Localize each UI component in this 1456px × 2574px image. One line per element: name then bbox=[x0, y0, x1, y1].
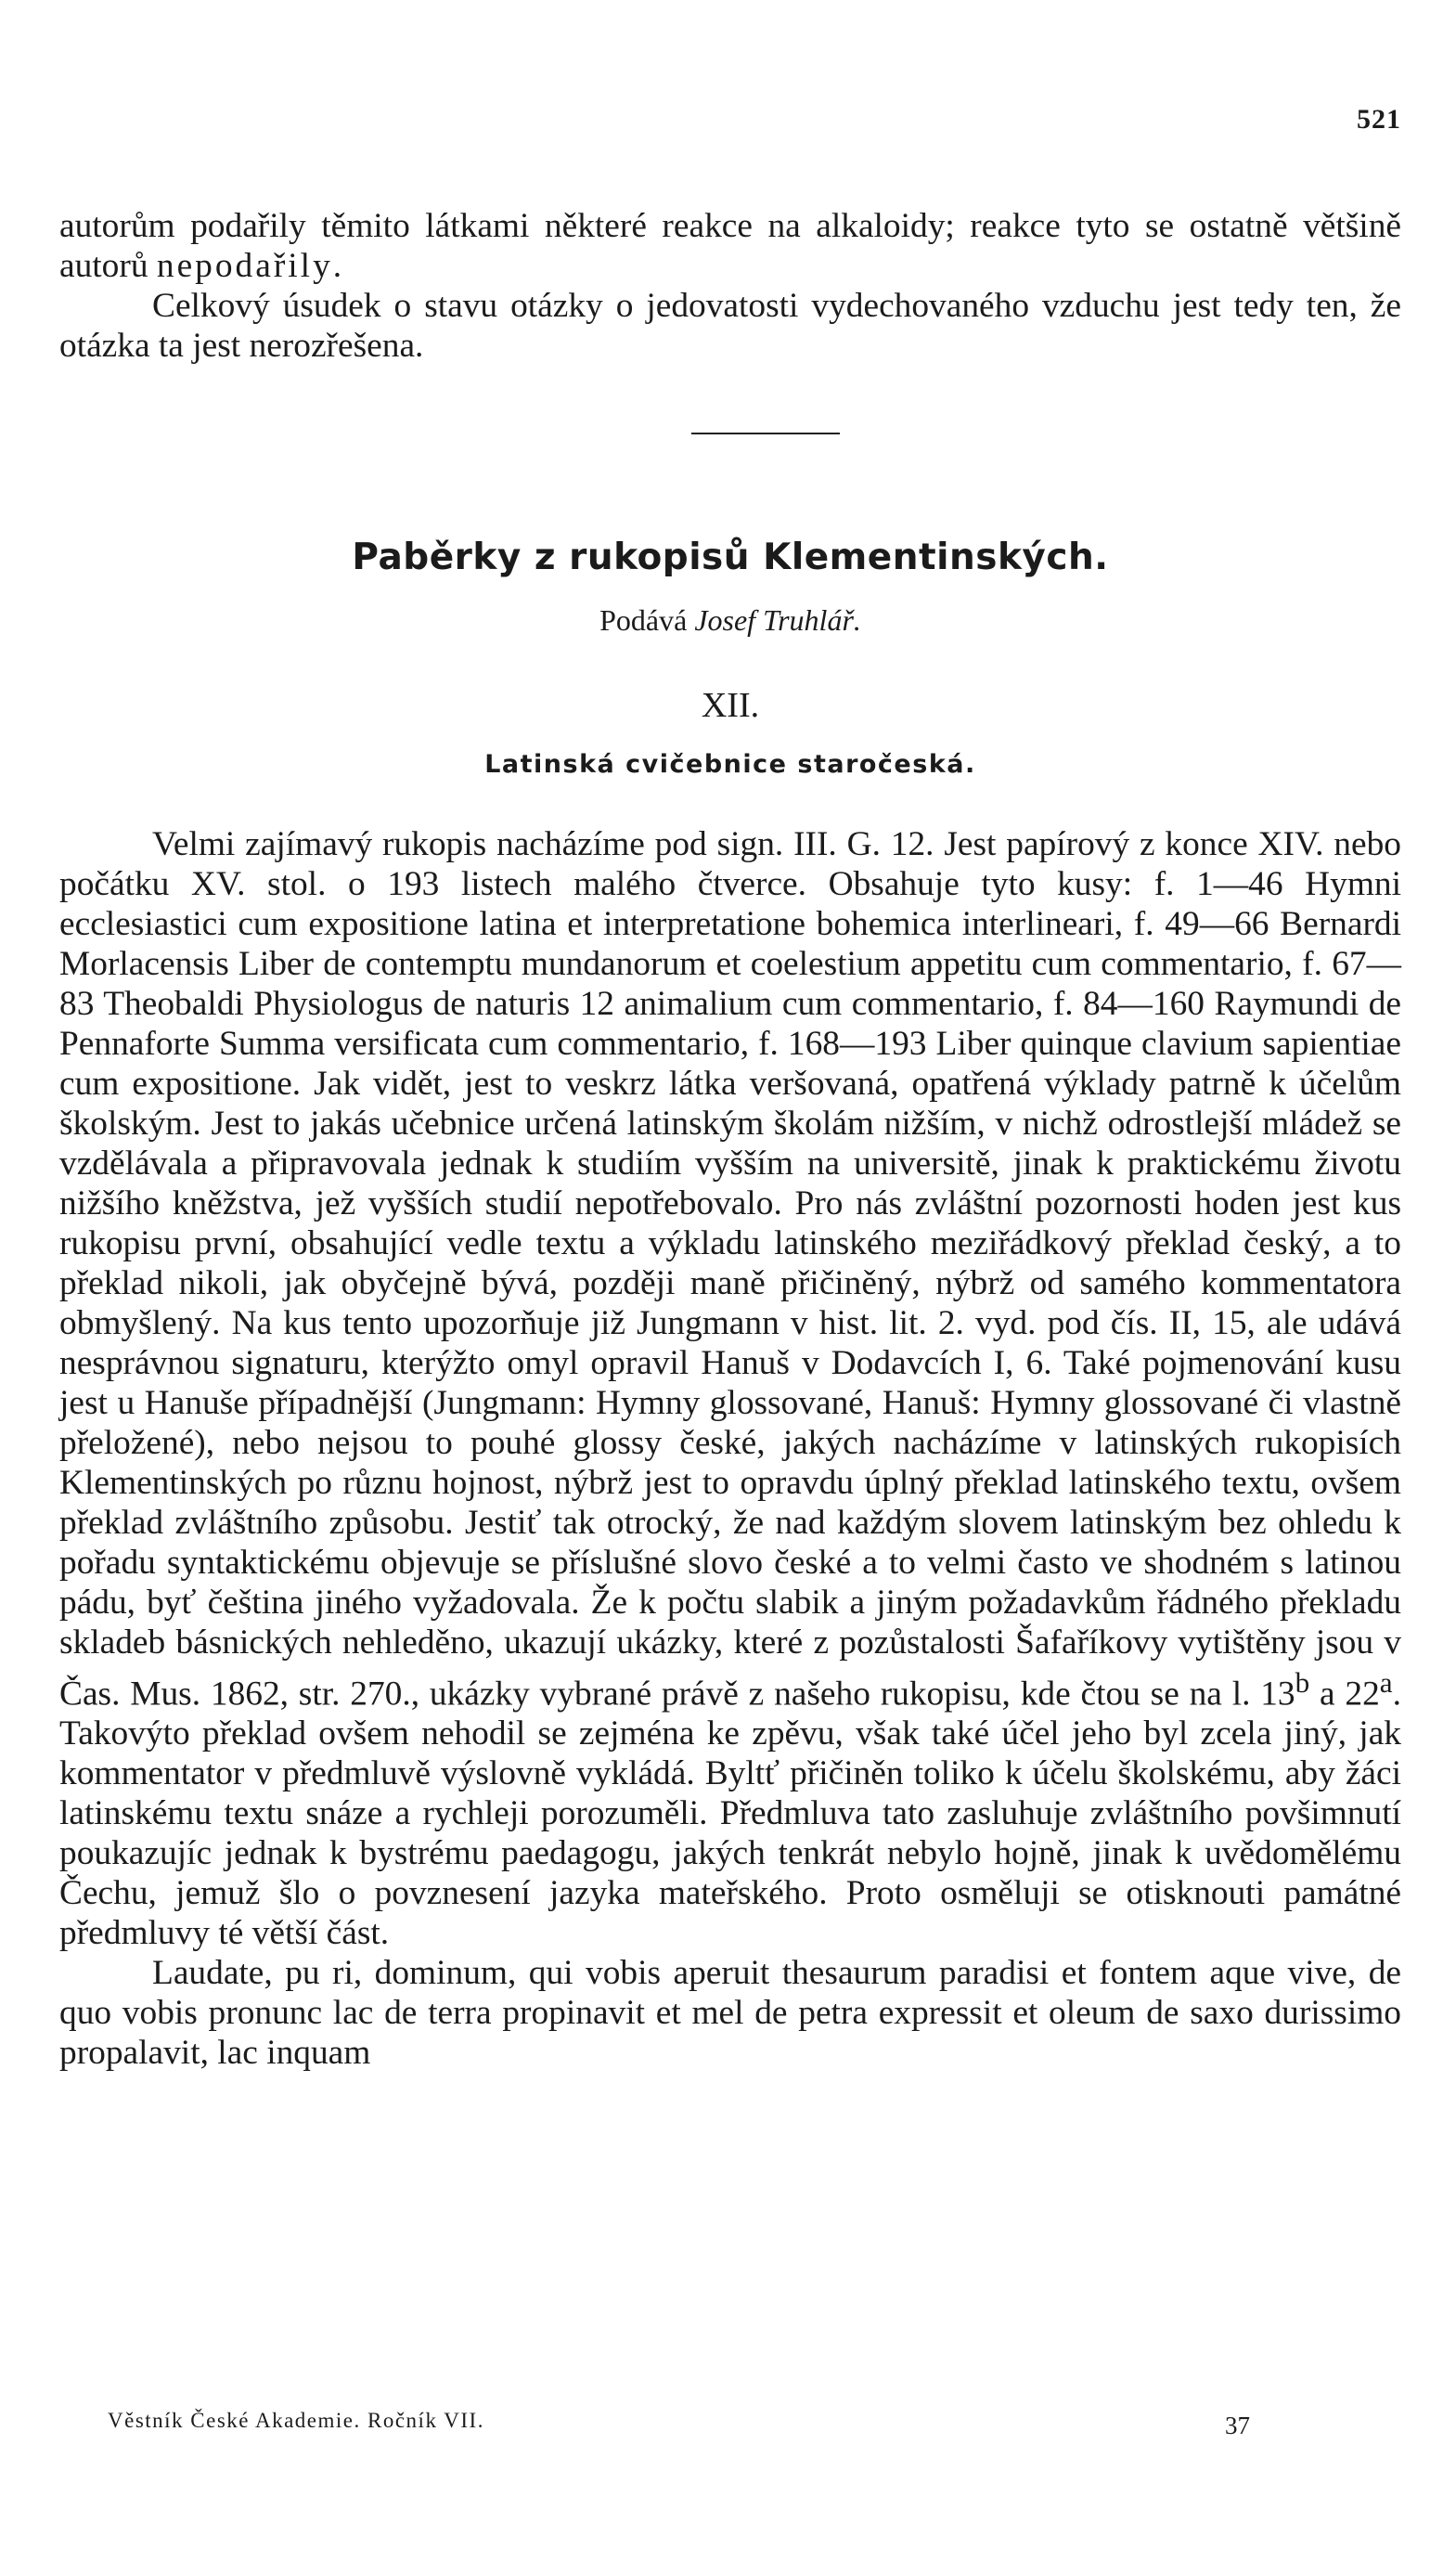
body-paragraph-1-end: . Takovýto překlad ovšem nehodil se zejména ke zpěvu, však také účel jeho byl zcela jiný, jak kommentator v předmluvě výslovně vykládá. Byltť přičiněn toliko k účelu školskému, aby žáci latinskému textu snáze a rychleji porozuměli. Předmluva tato zasluhuje zvláštního povšimnutí poukazujíc jednak k bystrému paedagogu, jakých tenkrát nebylo hojně, jinak k uvědomělému Čechu, jemuž šlo o povznesení jazyka mateřského. Proto osměluji se otisknouti památné předmluvy té větší část. bbox=[59, 1675, 1401, 1953]
section-divider bbox=[691, 433, 840, 434]
author-name: Josef Truhlář. bbox=[694, 603, 861, 637]
document-page bbox=[59, 0, 1401, 2574]
superscript-b: b bbox=[1295, 1666, 1310, 1699]
article-body bbox=[59, 824, 1401, 2073]
body-paragraph-2: Laudate, pu ri, dominum, qui vobis aperuit thesaurum paradisi et fontem aque vive, de quo vobis pronunc lac de terra propinavit et mel de petra expressit et oleum de saxo durissimo propalavit, lac inquam bbox=[59, 1954, 1401, 2073]
section-number: XII. bbox=[701, 686, 760, 725]
byline-prefix: Podává bbox=[599, 603, 688, 637]
intro-paragraph-1-end: . bbox=[332, 247, 342, 285]
intro-paragraph-1 bbox=[59, 206, 1401, 286]
page-number: 521 bbox=[1357, 104, 1401, 135]
article-byline bbox=[59, 603, 1401, 638]
intro-paragraph-2: Celkový úsudek o stavu otázky o jedovatosti vydechovaného vzduchu jest tedy ten, že otázka ta jest nerozřešena. bbox=[59, 287, 1401, 365]
superscript-a: a bbox=[1379, 1666, 1393, 1699]
body-paragraph-1-text: Velmi zajímavý rukopis nacházíme pod sign. III. G. 12. Jest papírový z konce XIV. nebo počátku XV. stol. o 193 listech malého čtverce. Obsahuje tyto kusy: f. 1—46 Hymni ecclesiastici cum expositione latina et interpretatione bohemica interlineari, f. 49—66 Bernardi Morlacensis Liber de contemptu mundanorum et coelestium appetitu cum commentario, f. 67—83 Theobaldi Physiologus de naturis 12 animalium cum commentario, f. 84—160 Raymundi de Pennaforte Summa versificata cum commentario, f. 168—193 Liber quinque clavium sapientiae cum expositione. Jak vidět, jest to veskrz látka veršovaná, opatřená výklady patrně k účelům školským. Jest to jakás učebnice určená latinským školám nižším, v nichž odrostlejší mládež se vzdělávala a připravovala jednak k studiím vyšším na universitě, jinak k praktickému životu nižšího kněžstva, jež vyšších studií nepotřebovalo. Pro nás zvláštní pozornosti hoden jest kus rukopisu první, obsahující vedle textu a výkladu latinského meziřádkový překlad český, a to překlad nikoli, jak obyčejně bývá, později maně přičiněný, nýbrž od samého kommentatora obmyšlený. Na kus tento upozorňuje již Jungmann v hist. lit. 2. vyd. pod čís. II, 15, ale udává nesprávnou signaturu, kterýžto omyl opravil Hanuš v Dodavcích I, 6. Také pojmenování kusu jest u Hanuše případnější (Jungmann: Hymny glossované, Hanuš: Hymny glossované či vlastně přeložené), nebo nejsou to pouhé glossy české, jakých nacházíme v latinských rukopisích Klementinských po různu hojnost, nýbrž jest to opravdu úplný překlad latinského textu, ovšem překlad zvláštního způsobu. Jestiť tak otrocký, že nad každým slovem latinským bez ohledu k pořadu syntaktickému objevuje se příslušné slovo české a to velmi často ve shodném s latinou pádu, byť čeština jiného vyžadovala. Že k počtu slabik a jiným požadavkům řádného překladu skladeb básnických nehleděno, ukazují ukázky, které z pozůstalosti Šafaříkovy vytištěny jsou v Čas. Mus. 1862, str. 270., ukázky vybrané právě z našeho rukopisu, kde čtou se na l. bbox=[59, 825, 1401, 1714]
journal-footer: Věstník České Akademie. Ročník VII. bbox=[108, 2409, 484, 2432]
signature-mark: 37 bbox=[1225, 2412, 1250, 2439]
body-paragraph-1 bbox=[59, 824, 1401, 1953]
body-paragraph-1-mid: a 22 bbox=[1309, 1675, 1380, 1714]
section-title: Latinská cvičebnice staročeská. bbox=[484, 750, 976, 779]
page-ref-13: 13 bbox=[1260, 1675, 1295, 1714]
article-title: Paběrky z rukopisů Klementinských. bbox=[352, 537, 1109, 578]
intro-text bbox=[59, 206, 1401, 366]
intro-emphasis: nepodařily bbox=[156, 247, 333, 285]
intro-paragraph-1-text: autorům podařily těmito látkami některé reakce na alkaloidy; reakce tyto se ostatně většině autorů bbox=[59, 207, 1401, 285]
